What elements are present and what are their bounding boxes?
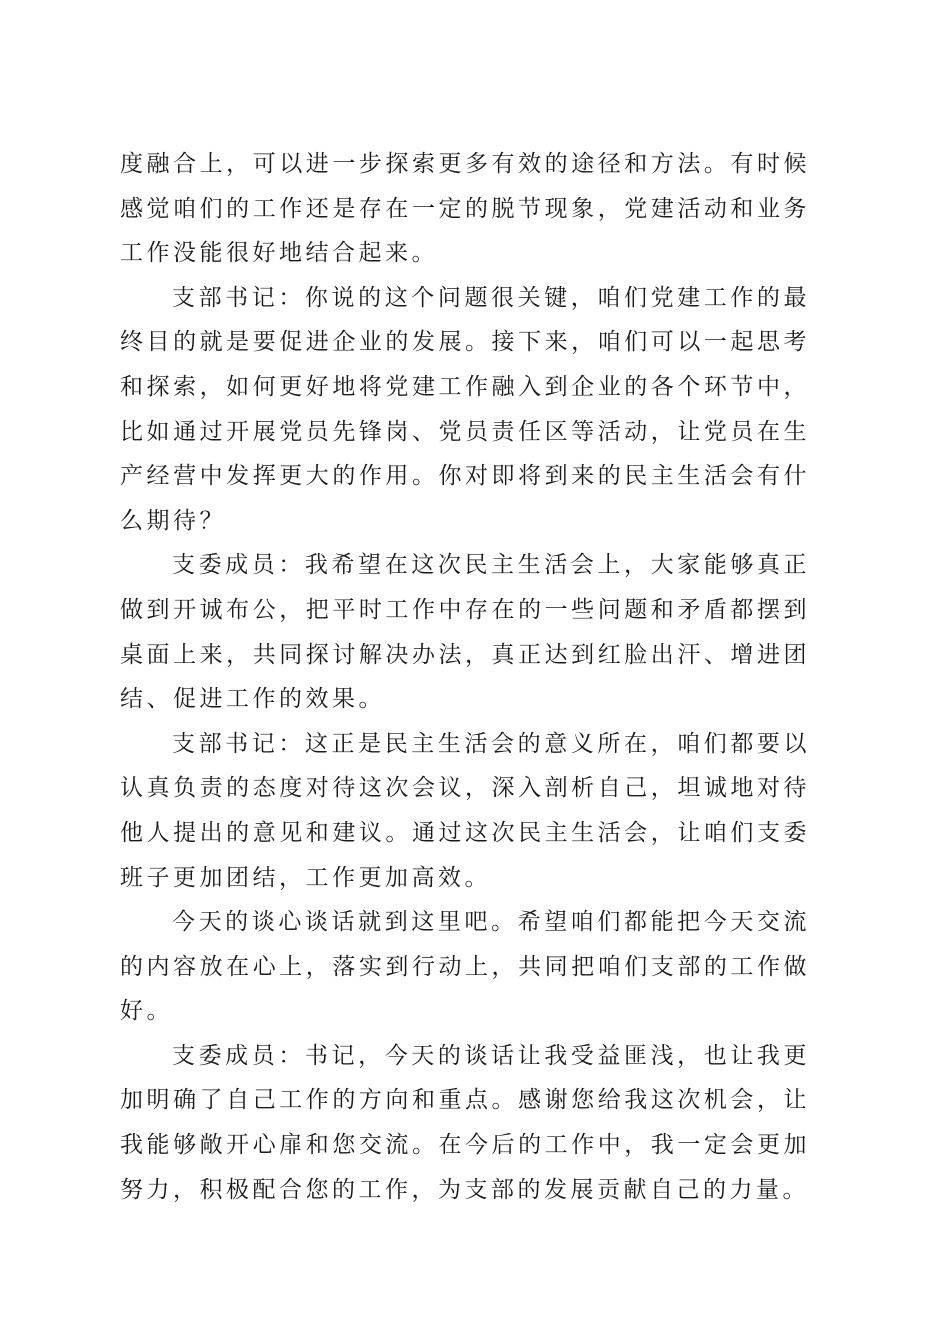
paragraph-secretary-1: 支部书记：你说的这个问题很关键，咱们党建工作的最终目的就是要促进企业的发展。接下来，咱们可以一起思考和探索，如何更好地将党建工作融入到企业的各个环节中，比如通过开展党员先锋岗、党员责任区等活动，让党员在生产经营中发挥更大的作用。你对即将到来的民主生活会有什么期待？ xyxy=(120,284,810,534)
paragraph-closing: 今天的谈心谈话就到这里吧。希望咱们都能把今天交流的内容放在心上，落实到行动上，共同把咱们支部的工作做好。 xyxy=(120,909,810,1025)
paragraph-continuation: 度融合上，可以进一步探索更多有效的途径和方法。有时候感觉咱们的工作还是存在一定的脱节现象，党建活动和业务工作没能很好地结合起来。 xyxy=(120,151,810,267)
paragraph-member-1: 支委成员：我希望在这次民主生活会上，大家能够真正做到开诚布公，把平时工作中存在的一些问题和矛盾都摆到桌面上来，共同探讨解决办法，真正达到红脸出汗、增进团结、促进工作的效果。 xyxy=(120,552,810,713)
paragraph-member-2: 支委成员：书记，今天的谈话让我受益匪浅，也让我更加明确了自己工作的方向和重点。感谢您给我这次机会，让我能够敞开心扉和您交流。在今后的工作中，我一定会更加努力，积极配合您的工作，为支部的发展贡献自己的力量。 xyxy=(120,1042,810,1203)
paragraph-secretary-2: 支部书记：这正是民主生活会的意义所在，咱们都要以认真负责的态度对待这次会议，深入剖析自己，坦诚地对待他人提出的意见和建议。通过这次民主生活会，让咱们支委班子更加团结，工作更加高效。 xyxy=(120,730,810,891)
document-page xyxy=(120,142,810,1212)
